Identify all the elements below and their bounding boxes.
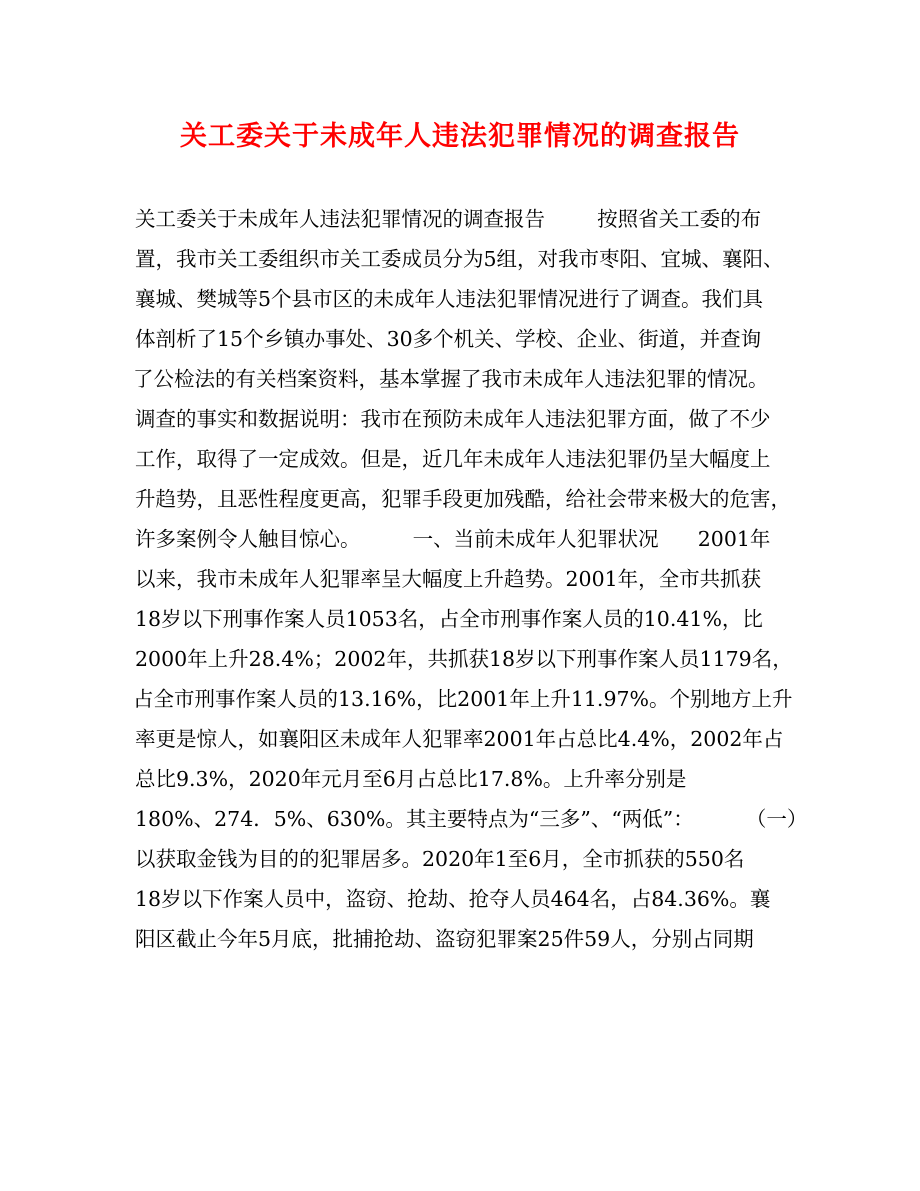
- body-line: 工作，取得了一定成效。但是，近几年未成年人违法犯罪仍呈大幅度上: [135, 447, 771, 471]
- body-line: 总比9.3%，2020年元月至6月占总比17.8%。上升率分别是: [135, 767, 687, 791]
- body-line: 率更是惊人，如襄阳区未成年人犯罪率2001年占总比4.4%，2002年占: [135, 727, 784, 751]
- body-line: 2000年上升28.4%；2002年，共抓获18岁以下刑事作案人员1179名，: [135, 647, 793, 671]
- body-line: 许多案例令人触目惊心。 一、当前未成年人犯罪状况 2001年: [135, 527, 771, 551]
- body-line: 关工委关于未成年人违法犯罪情况的调查报告 按照省关工委的布: [135, 207, 762, 231]
- body-line: 体剖析了15个乡镇办事处、30多个机关、学校、企业、街道，并查询: [135, 327, 762, 351]
- body-line: 置，我市关工委组织市关工委成员分为5组，对我市枣阳、宜城、襄阳、: [135, 247, 784, 271]
- body-line: 襄城、樊城等5个县市区的未成年人违法犯罪情况进行了调查。我们具: [135, 287, 764, 311]
- body-line: 18岁以下刑事作案人员1053名，占全市刑事作案人员的10.41%，比: [135, 607, 763, 631]
- body-line: 升趋势，且恶性程度更高，犯罪手段更加残酷，给社会带来极大的危害，: [135, 487, 791, 511]
- body-line: 了公检法的有关档案资料，基本掌握了我市未成年人违法犯罪的情况。: [133, 367, 769, 391]
- body-line: 18岁以下作案人员中，盗窃、抢劫、抢夺人员464名，占84.36%。襄: [135, 887, 771, 911]
- body-line: 180%、274．5%、630%。其主要特点为“三多”、“两低”： （一）: [135, 807, 808, 831]
- body-line: 阳区截止今年5月底，批捕抢劫、盗窃犯罪案25件59人，分别占同期: [135, 927, 754, 951]
- body-line: 调查的事实和数据说明：我市在预防未成年人违法犯罪方面，做了不少: [135, 407, 771, 431]
- document-title: 关工委关于未成年人违法犯罪情况的调查报告: [180, 121, 740, 152]
- body-line: 以来，我市未成年人犯罪率呈大幅度上升趋势。2001年，全市共抓获: [135, 567, 762, 591]
- body-line: 占全市刑事作案人员的13.16%，比2001年上升11.97%。个别地方上升: [133, 687, 793, 711]
- body-line: 以获取金钱为目的的犯罪居多。2020年1至6月，全市抓获的550名: [135, 847, 745, 871]
